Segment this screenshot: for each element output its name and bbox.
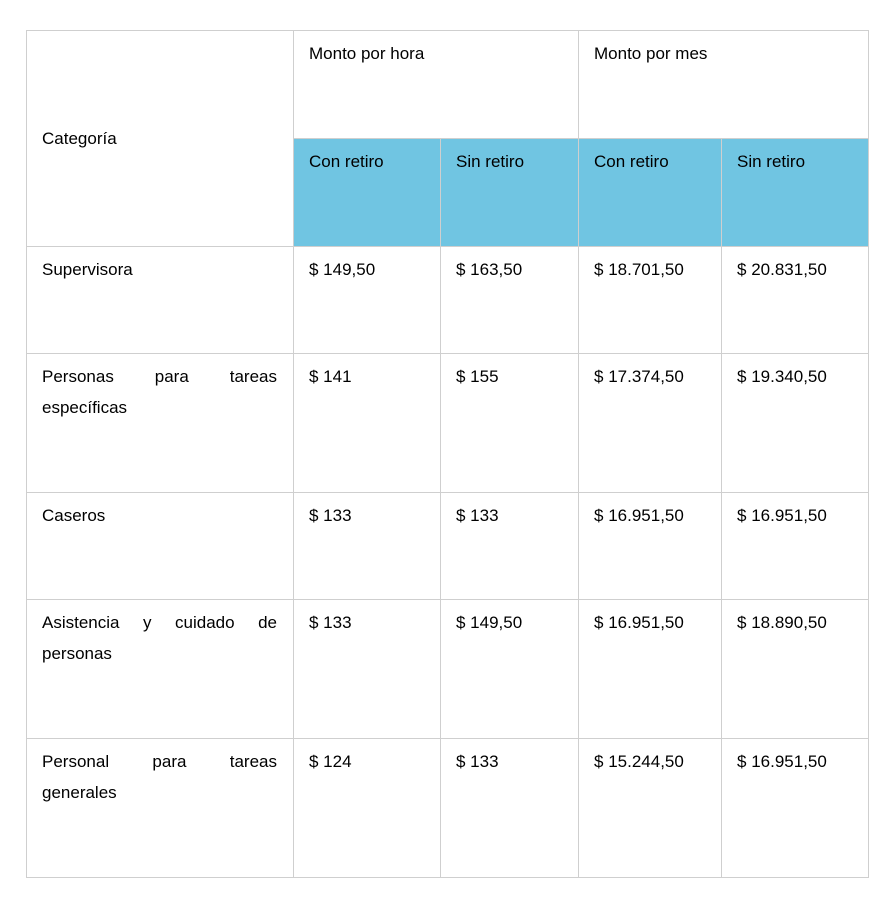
value-cell: $ 16.951,50 <box>722 739 869 878</box>
value-cell: $ 19.340,50 <box>722 354 869 493</box>
value-cell: $ 18.701,50 <box>579 247 722 354</box>
value-cell: $ 155 <box>441 354 579 493</box>
category-cell: Personal para tareas generales <box>27 739 294 878</box>
sub-header-hourly-sin-retiro: Sin retiro <box>441 139 579 247</box>
table-row <box>27 600 869 739</box>
value-cell: $ 133 <box>441 493 579 600</box>
sub-header-monthly-sin-retiro: Sin retiro <box>722 139 869 247</box>
header-row <box>27 31 869 139</box>
value-cell: $ 16.951,50 <box>579 493 722 600</box>
table-row <box>27 354 869 493</box>
value-cell: $ 16.951,50 <box>579 600 722 739</box>
monthly-header: Monto por mes <box>579 31 869 139</box>
value-cell: $ 20.831,50 <box>722 247 869 354</box>
table-row <box>27 739 869 878</box>
value-cell: $ 141 <box>294 354 441 493</box>
value-cell: $ 163,50 <box>441 247 579 354</box>
value-cell: $ 133 <box>294 493 441 600</box>
value-cell: $ 16.951,50 <box>722 493 869 600</box>
table-row <box>27 247 869 354</box>
sub-header-monthly-con-retiro: Con retiro <box>579 139 722 247</box>
value-cell: $ 18.890,50 <box>722 600 869 739</box>
sub-header-hourly-con-retiro: Con retiro <box>294 139 441 247</box>
category-cell: Caseros <box>27 493 294 600</box>
value-cell: $ 133 <box>294 600 441 739</box>
value-cell: $ 15.244,50 <box>579 739 722 878</box>
category-header: Categoría <box>27 31 294 247</box>
value-cell: $ 17.374,50 <box>579 354 722 493</box>
value-cell: $ 149,50 <box>294 247 441 354</box>
category-cell: Supervisora <box>27 247 294 354</box>
category-cell: Asistencia y cuidado de personas <box>27 600 294 739</box>
value-cell: $ 133 <box>441 739 579 878</box>
value-cell: $ 124 <box>294 739 441 878</box>
value-cell: $ 149,50 <box>441 600 579 739</box>
hourly-header: Monto por hora <box>294 31 579 139</box>
table-row <box>27 493 869 600</box>
category-cell: Personas para tareas específicas <box>27 354 294 493</box>
rates-table <box>26 30 869 878</box>
